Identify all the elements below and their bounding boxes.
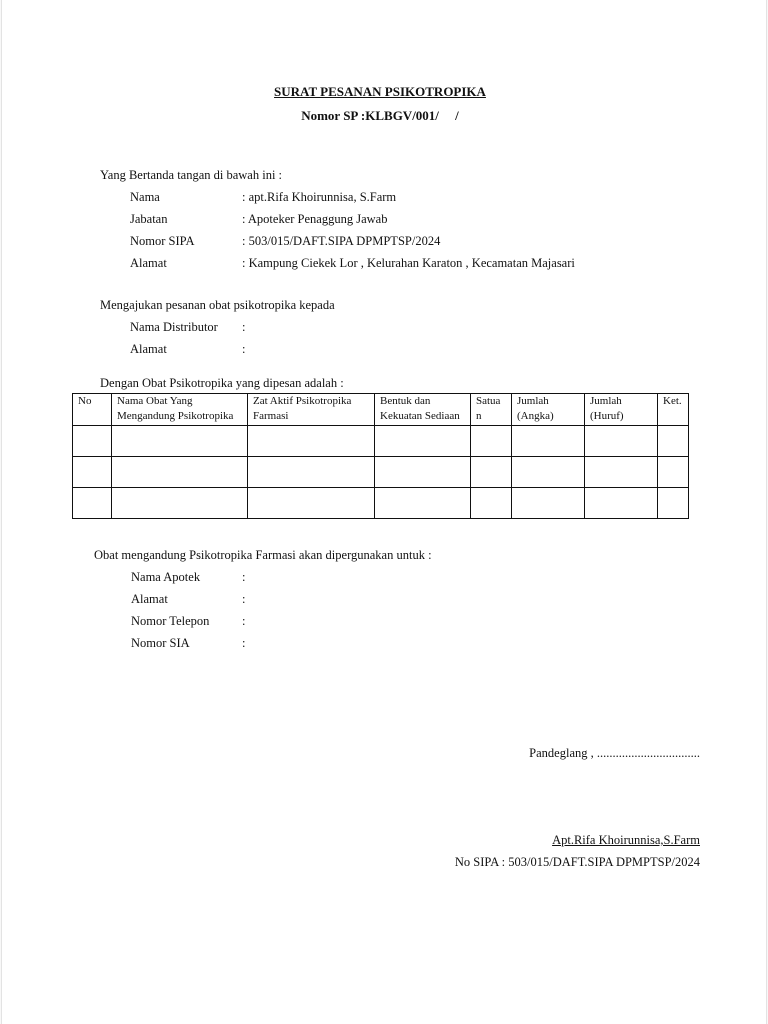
header-line: Kekuatan Sediaan [380, 410, 460, 422]
header-no [73, 394, 112, 426]
table-cell [375, 426, 471, 457]
signer-sipa-label: Nomor SIPA [130, 234, 195, 248]
signature-name: Apt.Rifa Khoirunnisa,S.Farm [552, 833, 700, 847]
table-cell [471, 488, 512, 519]
header-line: n [476, 410, 482, 422]
usage-intro: Obat mengandung Psikotropika Farmasi akan dipergunakan untuk : [94, 548, 432, 562]
distributor-address-value: : [242, 342, 246, 356]
header-line: Satua [476, 395, 501, 407]
table-cell [112, 488, 248, 519]
header-line: Nama Obat Yang [117, 395, 193, 407]
table-cell [512, 426, 585, 457]
header-line: (Huruf) [590, 410, 624, 422]
table-intro: Dengan Obat Psikotropika yang dipesan adalah : [100, 376, 344, 390]
table-header-row [73, 394, 689, 426]
distributor-address-label: Alamat [130, 342, 167, 356]
header-line: No [78, 395, 92, 407]
header-unit [471, 394, 512, 426]
table-cell [471, 426, 512, 457]
header-line: Farmasi [253, 410, 289, 422]
pharmacy-phone-label: Nomor Telepon [131, 614, 210, 628]
signature-sipa: No SIPA : 503/015/DAFT.SIPA DPMPTSP/2024 [454, 855, 700, 869]
header-dosage-form [375, 394, 471, 426]
header-quantity-words [585, 394, 658, 426]
pharmacy-phone-value: : [242, 614, 246, 628]
table-cell [585, 488, 658, 519]
distributor-name-value: : [242, 320, 246, 334]
pharmacy-sia-value: : [242, 636, 246, 650]
distributor-name-label: Nama Distributor [130, 320, 218, 334]
document-title: SURAT PESANAN PSIKOTROPIKA [274, 84, 486, 99]
signer-position-value: : Apoteker Penaggung Jawab [242, 212, 388, 226]
header-line: Bentuk dan [380, 395, 431, 407]
table-cell [248, 426, 375, 457]
header-active-substance [248, 394, 375, 426]
signer-sipa-value: : 503/015/DAFT.SIPA DPMPTSP/2024 [242, 234, 441, 248]
table-cell [112, 426, 248, 457]
table-row [73, 488, 689, 519]
table-cell [658, 457, 689, 488]
table-cell [512, 457, 585, 488]
table-cell [73, 457, 112, 488]
document-page [1, 0, 767, 1024]
header-quantity-number [512, 394, 585, 426]
pharmacy-address-value: : [242, 592, 246, 606]
place-date: Pandeglang , ................................. [529, 746, 700, 760]
table-cell [375, 457, 471, 488]
table-cell [73, 426, 112, 457]
table-row [73, 457, 689, 488]
signer-name-value: : apt.Rifa Khoirunnisa, S.Farm [242, 190, 397, 204]
signer-name-label: Nama [130, 190, 160, 204]
header-drug-name [112, 394, 248, 426]
header-line: Ket. [663, 395, 682, 407]
table-cell [585, 457, 658, 488]
table-cell [658, 426, 689, 457]
pharmacy-name-label: Nama Apotek [131, 570, 201, 584]
pharmacy-address-label: Alamat [131, 592, 168, 606]
table-cell [248, 488, 375, 519]
table-cell [512, 488, 585, 519]
table-cell [471, 457, 512, 488]
table-cell [658, 488, 689, 519]
table-cell [248, 457, 375, 488]
header-line: Jumlah [590, 395, 622, 407]
pharmacy-name-value: : [242, 570, 246, 584]
header-line: Zat Aktif Psikotropika [253, 395, 352, 407]
request-intro: Mengajukan pesanan obat psikotropika kepada [100, 298, 335, 312]
order-table [72, 393, 689, 519]
header-line: Mengandung Psikotropika [117, 410, 234, 422]
signer-address-value: : Kampung Ciekek Lor , Kelurahan Karaton , Kecamatan Majasari [242, 256, 575, 270]
header-line: (Angka) [517, 410, 554, 422]
signer-intro: Yang Bertanda tangan di bawah ini : [100, 168, 283, 182]
pharmacy-sia-label: Nomor SIA [131, 636, 190, 650]
table-cell [585, 426, 658, 457]
table-row [73, 426, 689, 457]
header-line: Jumlah [517, 395, 549, 407]
signer-position-label: Jabatan [130, 212, 168, 226]
header-notes [658, 394, 689, 426]
table-cell [73, 488, 112, 519]
table-cell [112, 457, 248, 488]
table-cell [375, 488, 471, 519]
order-number: Nomor SP :KLBGV/001/ / [301, 108, 459, 123]
signer-address-label: Alamat [130, 256, 167, 270]
